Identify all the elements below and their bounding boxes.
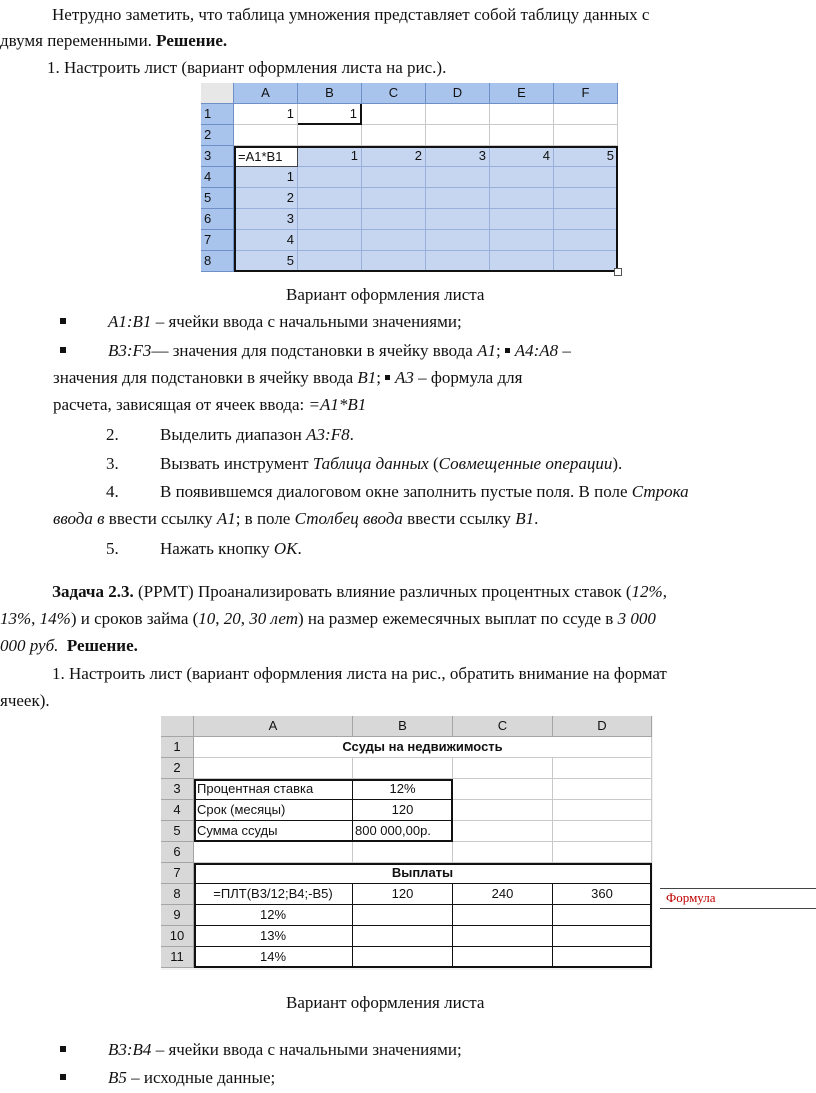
col-header-d[interactable]: D <box>426 83 490 104</box>
tool-name: Таблица данных <box>312 454 429 473</box>
col-header-a[interactable]: A <box>234 83 298 104</box>
punct: ( <box>428 454 439 473</box>
step2 <box>160 424 354 446</box>
step3 <box>160 453 622 475</box>
row-header-8[interactable]: 8 <box>161 884 194 905</box>
cell-c3[interactable]: 2 <box>362 146 426 167</box>
field-name: Столбец ввода <box>294 509 403 528</box>
cell-d5[interactable] <box>553 821 652 842</box>
separator: ; <box>376 368 382 387</box>
cell-a1-title[interactable]: Ссуды на недвижимость <box>194 737 652 758</box>
button-name: OK <box>273 539 298 558</box>
row-header-2[interactable]: 2 <box>201 125 234 146</box>
separator: ; <box>495 341 501 360</box>
bullet-text: – ячейки ввода с начальными значениями; <box>151 1040 462 1059</box>
term-value: 30 лет <box>249 609 298 628</box>
cell-e3[interactable]: 4 <box>490 146 554 167</box>
cell-b4[interactable]: 120 <box>353 800 453 821</box>
cell-e2[interactable] <box>490 125 554 146</box>
range-ref: A1:B1 <box>108 312 152 331</box>
cell-e5[interactable] <box>490 188 554 209</box>
cell-b8[interactable] <box>298 251 362 272</box>
step3-number: 3. <box>106 454 119 473</box>
cell-b3[interactable]: 12% <box>353 779 453 800</box>
spreadsheet-2 <box>161 716 653 970</box>
formula-annotation: Формула <box>666 890 716 905</box>
cell-a2[interactable] <box>194 758 353 779</box>
cell-b6[interactable] <box>298 209 362 230</box>
cell-a8-formula[interactable]: =ПЛТ(B3/12;B4;-B5) <box>194 884 353 905</box>
col-header-a[interactable]: A <box>194 716 353 737</box>
cell-f8[interactable] <box>554 251 618 272</box>
annotation-line-bottom <box>660 908 816 909</box>
input-block-border <box>194 779 453 842</box>
bullet-marker <box>385 375 390 380</box>
col-header-b[interactable]: B <box>353 716 453 737</box>
punct: . <box>349 425 354 444</box>
cell-d2[interactable] <box>553 758 652 779</box>
bullet-marker <box>60 347 66 353</box>
step-text: ; в поле <box>235 509 295 528</box>
cell-d6[interactable] <box>426 209 490 230</box>
solution-label: Решение. <box>156 31 228 50</box>
row-header-7[interactable]: 7 <box>161 863 194 884</box>
row-header-8[interactable]: 8 <box>201 251 234 272</box>
row-header-4[interactable]: 4 <box>161 800 194 821</box>
bullet-marker <box>505 348 510 353</box>
cell-a7-payments[interactable]: Выплаты <box>194 863 652 884</box>
punct: . <box>297 539 302 558</box>
punct: ). <box>612 454 623 473</box>
cell-c8[interactable]: 240 <box>453 884 553 905</box>
cell-f7[interactable] <box>554 230 618 251</box>
row-header-6[interactable]: 6 <box>161 842 194 863</box>
cell-c1[interactable] <box>362 104 426 125</box>
caption-1: Вариант оформления листа <box>286 285 485 304</box>
loan-sum: 000 руб. <box>0 636 59 655</box>
task-line1 <box>52 581 667 603</box>
row-header-3[interactable]: 3 <box>161 779 194 800</box>
range-ref: B3:F3 <box>108 341 152 360</box>
task-line3 <box>0 635 138 657</box>
task-title: Задача 2.3. <box>52 582 134 601</box>
punct: . <box>534 509 539 528</box>
cell-ref: A3 <box>395 368 414 387</box>
cell-b8[interactable]: 120 <box>353 884 453 905</box>
range-ref: A4:A8 <box>514 341 559 360</box>
step-text: Выделить диапазон <box>160 425 307 444</box>
task-step1-line2: ячеек). <box>0 691 50 710</box>
task-step1-line1: 1. Настроить лист (вариант оформления листа на рис., обратить внимание на формат <box>52 664 667 683</box>
step1-text: 1. Настроить лист (вариант оформления листа на рис.). <box>47 58 447 77</box>
col-header-c[interactable]: C <box>453 716 553 737</box>
cell-a6[interactable]: 3 <box>234 209 298 230</box>
cell-b6[interactable] <box>353 842 453 863</box>
cell-b7[interactable] <box>298 230 362 251</box>
field-name: ввода в <box>53 509 105 528</box>
cell-a3[interactable]: =A1*B1 <box>234 146 298 167</box>
bullet-b5 <box>108 1067 275 1089</box>
row-header-7[interactable]: 7 <box>201 230 234 251</box>
cell-a4[interactable]: Срок (месяцы) <box>194 800 353 821</box>
cell-f3[interactable]: 5 <box>554 146 618 167</box>
payments-block-border <box>194 863 652 968</box>
row-header-10[interactable]: 10 <box>161 926 194 947</box>
cell-ref: B1 <box>357 368 377 387</box>
cell-a9[interactable]: 12% <box>194 905 353 926</box>
cell-d7[interactable] <box>426 230 490 251</box>
row-header-2[interactable]: 2 <box>161 758 194 779</box>
punct: , <box>215 609 224 628</box>
range-ref: B3:B4 <box>108 1040 152 1059</box>
rate-value: 12% <box>631 582 663 601</box>
cell-f5[interactable] <box>554 188 618 209</box>
row-header-3[interactable]: 3 <box>201 146 234 167</box>
step4 <box>160 481 689 503</box>
cell-d3[interactable]: 3 <box>426 146 490 167</box>
task-text: ) на размер ежемесячных выплат по ссуде в <box>297 609 618 628</box>
cell-d4[interactable] <box>426 167 490 188</box>
bullet-text: – исходные данные; <box>126 1068 276 1087</box>
cell-c7[interactable] <box>362 230 426 251</box>
cell-d1[interactable] <box>426 104 490 125</box>
punct: , <box>662 582 667 601</box>
term-value: 10 <box>198 609 216 628</box>
cell-d5[interactable] <box>426 188 490 209</box>
bullet-2 <box>108 340 571 362</box>
bullet-text: значения для подстановки в ячейку ввода <box>53 368 358 387</box>
bullet-marker <box>60 1074 66 1080</box>
range-ref: A3:F8 <box>306 425 350 444</box>
cell-d2[interactable] <box>426 125 490 146</box>
tool-group: Совмещенные операции <box>438 454 613 473</box>
corner-cell[interactable] <box>201 83 234 104</box>
bullet-b3b4 <box>108 1039 462 1061</box>
cell-d6[interactable] <box>553 842 652 863</box>
formula: =A1*B1 <box>308 395 367 414</box>
row-header-1[interactable]: 1 <box>161 737 194 758</box>
cell-a8[interactable]: 5 <box>234 251 298 272</box>
rate-value: 14% <box>39 609 71 628</box>
cell-c5[interactable] <box>453 821 553 842</box>
bullet-2-cont <box>53 367 522 389</box>
step5-number: 5. <box>106 539 119 558</box>
step4-cont <box>53 508 538 530</box>
cell-ref: A1 <box>477 341 496 360</box>
bullet-marker <box>60 318 66 324</box>
cell-d8[interactable] <box>426 251 490 272</box>
cell-ref: A1 <box>216 509 236 528</box>
row-header-1[interactable]: 1 <box>201 104 234 125</box>
caption-2: Вариант оформления листа <box>286 993 485 1012</box>
cell-e7[interactable] <box>490 230 554 251</box>
punct: , <box>240 609 250 628</box>
step4-number: 4. <box>106 482 119 501</box>
rate-value: 13% <box>0 609 32 628</box>
cell-a4[interactable]: 1 <box>234 167 298 188</box>
cell-c2[interactable] <box>453 758 553 779</box>
cell-f6[interactable] <box>554 209 618 230</box>
cell-b5[interactable] <box>298 188 362 209</box>
cell-ref: B1 <box>515 509 535 528</box>
col-header-b[interactable]: B <box>298 83 362 104</box>
cell-b5[interactable]: 800 000,00р. <box>353 821 453 842</box>
cell-a6[interactable] <box>194 842 353 863</box>
cell-a11[interactable]: 14% <box>194 947 353 968</box>
step2-number: 2. <box>106 425 119 444</box>
row-header-5[interactable]: 5 <box>201 188 234 209</box>
row-header-9[interactable]: 9 <box>161 905 194 926</box>
cell-b2[interactable] <box>353 758 453 779</box>
cell-d4[interactable] <box>553 800 652 821</box>
cell-f4[interactable] <box>554 167 618 188</box>
cell-ref: B5 <box>108 1068 127 1087</box>
spreadsheet-1 <box>201 83 619 273</box>
cell-b1[interactable]: 1 <box>298 104 362 125</box>
row-header-5[interactable]: 5 <box>161 821 194 842</box>
cell-e6[interactable] <box>490 209 554 230</box>
cell-c3[interactable] <box>453 779 553 800</box>
cell-c6[interactable] <box>362 209 426 230</box>
cell-b4[interactable] <box>298 167 362 188</box>
task-text: ) и сроков займа ( <box>70 609 199 628</box>
col-header-d[interactable]: D <box>553 716 652 737</box>
cell-f1[interactable] <box>554 104 618 125</box>
para1-line2 <box>0 30 227 52</box>
step5 <box>160 538 302 560</box>
col-header-e[interactable]: E <box>490 83 554 104</box>
cell-a10[interactable]: 13% <box>194 926 353 947</box>
cell-e1[interactable] <box>490 104 554 125</box>
bullet-text: –– значения для подстановки в ячейку ввода <box>151 341 478 360</box>
solution-label: Решение. <box>66 636 138 655</box>
fill-handle[interactable] <box>614 268 622 276</box>
cell-c2[interactable] <box>362 125 426 146</box>
field-name: Строка <box>631 482 689 501</box>
cell-d8[interactable]: 360 <box>553 884 652 905</box>
cell-d3[interactable] <box>553 779 652 800</box>
task-text: (РРМТ) Проанализировать влияние различных процентных ставок ( <box>133 582 632 601</box>
row-header-4[interactable]: 4 <box>201 167 234 188</box>
step-text: ввести ссылку <box>104 509 217 528</box>
step-text: Вызвать инструмент <box>160 454 313 473</box>
term-value: 20 <box>223 609 241 628</box>
bullet-text: – формула для <box>413 368 523 387</box>
cell-c8[interactable] <box>362 251 426 272</box>
row-header-6[interactable]: 6 <box>201 209 234 230</box>
para1-line1: Нетрудно заметить, что таблица умножения представляет собой таблицу данных с <box>52 5 650 24</box>
para1-text: двумя переменными. <box>0 31 157 50</box>
cell-e8[interactable] <box>490 251 554 272</box>
bullet-3-cont <box>53 394 366 416</box>
cell-b2[interactable] <box>298 125 362 146</box>
step-text: В появившемся диалоговом окне заполнить пустые поля. В поле <box>160 482 632 501</box>
bullet-text: – <box>558 341 571 360</box>
step-text: Нажать кнопку <box>160 539 274 558</box>
row-header-11[interactable]: 11 <box>161 947 194 968</box>
cell-a7[interactable]: 4 <box>234 230 298 251</box>
cell-a5[interactable]: 2 <box>234 188 298 209</box>
cell-a3[interactable]: Процентная ставка <box>194 779 353 800</box>
cell-f2[interactable] <box>554 125 618 146</box>
corner-cell[interactable] <box>161 716 194 737</box>
punct: , <box>31 609 40 628</box>
cell-c6[interactable] <box>453 842 553 863</box>
task-line2 <box>0 608 656 630</box>
cell-c4[interactable] <box>453 800 553 821</box>
col-header-c[interactable]: C <box>362 83 426 104</box>
col-header-f[interactable]: F <box>554 83 618 104</box>
cell-c4[interactable] <box>362 167 426 188</box>
bullet-text: – ячейки ввода с начальными значениями; <box>151 312 462 331</box>
cell-a2[interactable] <box>234 125 298 146</box>
bullet-text: расчета, зависящая от ячеек ввода: <box>53 395 309 414</box>
cell-c5[interactable] <box>362 188 426 209</box>
cell-e4[interactable] <box>490 167 554 188</box>
cell-a1[interactable]: 1 <box>234 104 298 125</box>
cell-b3[interactable]: 1 <box>298 146 362 167</box>
cell-a5[interactable]: Сумма ссуды <box>194 821 353 842</box>
bullet-1 <box>108 311 462 333</box>
bullet-marker <box>60 1046 66 1052</box>
step-text: ввести ссылку <box>402 509 516 528</box>
loan-sum: 3 000 <box>617 609 656 628</box>
